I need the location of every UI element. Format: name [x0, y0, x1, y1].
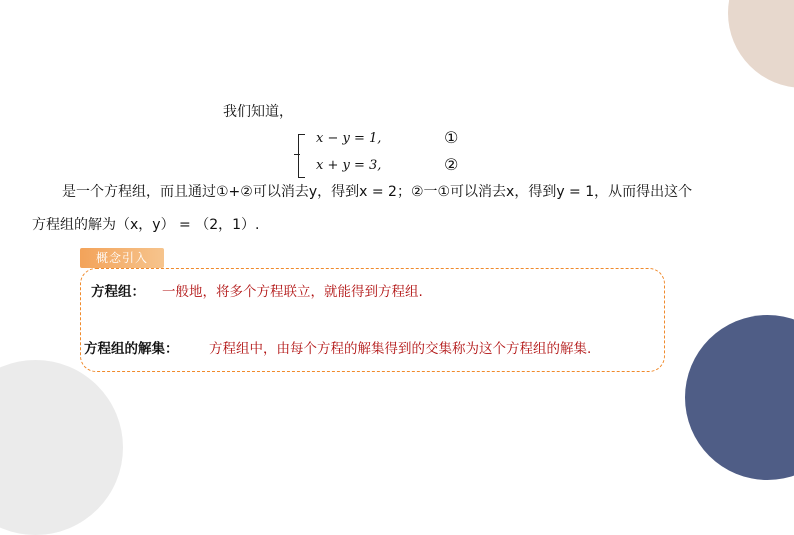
equation-2-mark: ② — [444, 155, 459, 174]
concept-definition-solution-set: 方程组中，由每个方程的解集得到的交集称为这个方程组的解集. — [209, 341, 592, 357]
system-brace — [298, 134, 305, 178]
decorative-circle-bottom-left — [0, 360, 123, 535]
concept-badge — [80, 248, 164, 268]
concept-term-solution-set: 方程组的解集： — [84, 341, 179, 357]
explanation-line-2: 方程组的解为（x，y） = （2，1）. — [32, 217, 260, 233]
decorative-circle-top-right — [728, 0, 794, 88]
equation-1: x − y = 1, — [316, 131, 382, 146]
concept-definition-system: 一般地，将多个方程联立，就能得到方程组. — [162, 284, 423, 300]
concept-badge-label: 概念引入 — [95, 251, 148, 265]
equation-1-mark: ① — [444, 128, 459, 147]
decorative-circle-bottom-right — [685, 315, 794, 480]
concept-term-system: 方程组： — [91, 284, 145, 300]
system-brace-tip — [294, 154, 300, 155]
explanation-line-1: 是一个方程组，而且通过①+②可以消去y，得到x = 2；②一①可以消去x，得到y = 1，从而得出这个 — [62, 184, 693, 200]
intro-text: 我们知道， — [223, 104, 293, 120]
equation-2: x + y = 3, — [316, 158, 382, 173]
